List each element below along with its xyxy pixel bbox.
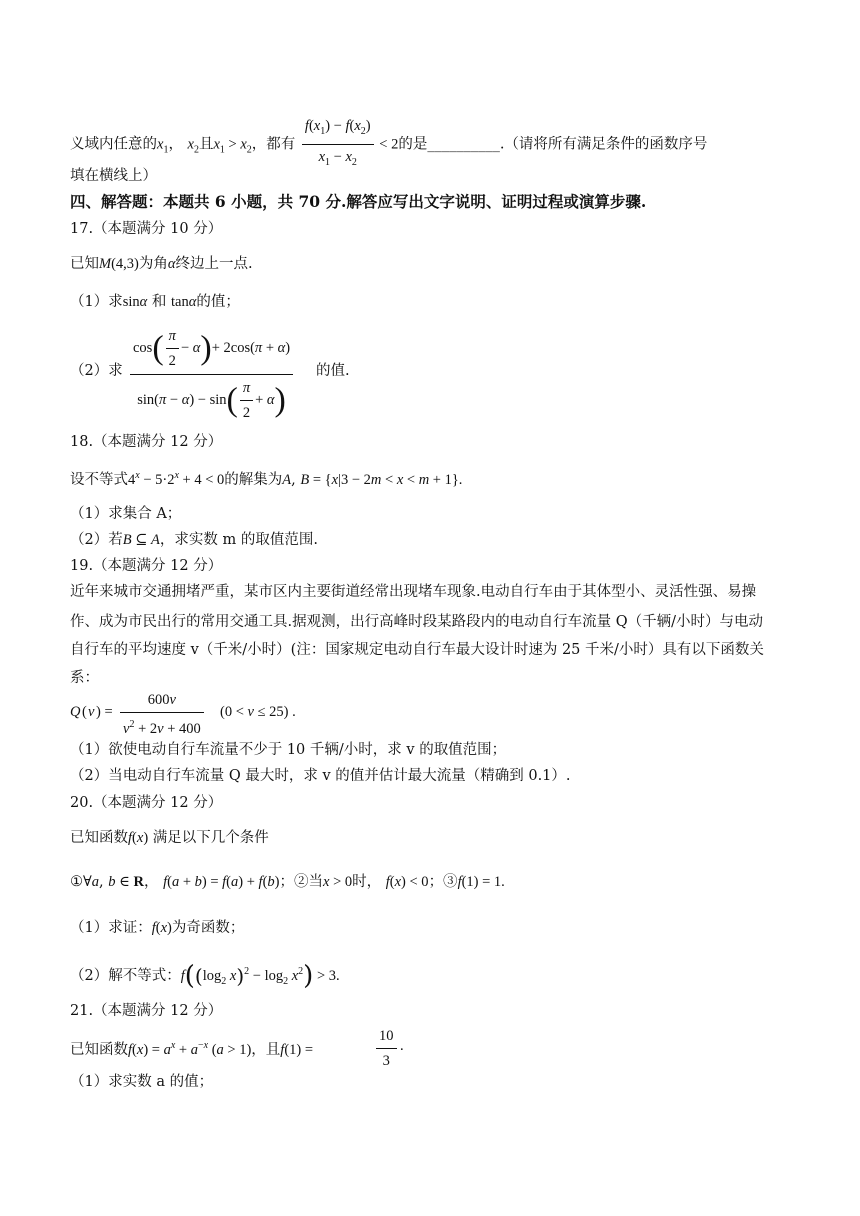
q19-part1: （1）欲使电动自行车流量不少于 10 千辆/小时，求 v 的取值范围；: [70, 742, 507, 758]
q17-part1: （1）求sinα 和 tanα的值；: [70, 294, 240, 310]
q20-stem: 已知函数f(x) 满足以下几个条件: [70, 830, 269, 846]
top-continuation-line: 义域内任意的$x_1$， $x_2$且$x_1 > x_2$，都有 $\frac{f(x_1) - f(x_2)}{x_1 - x_2}$ < 2的是__________.（请将所有满足条件的函数序号: [70, 116, 790, 173]
top-tail-line: 填在横线上）: [70, 168, 157, 184]
q17-stem: 已知M(4,3)为角α终边上一点.: [70, 256, 253, 272]
q20-conditions: ①∀a, b ∈ R， f(a + b) = f(a) + f(b)；②当x > 0时， f(x) < 0；③f(1) = 1.: [70, 874, 505, 890]
q20-head: 20.（本题满分 12 分）: [70, 795, 223, 811]
q19-line4: 系：: [70, 670, 99, 686]
q21-head: 21.（本题满分 12 分）: [70, 1003, 223, 1019]
q17-head: 17.（本题满分 10 分）: [70, 221, 223, 237]
q18-stem: 设不等式$4^x - 5\cdot 2^x + 4 < 0$的解集为A, B = {x|3 − 2m < x < m + 1}.: [70, 470, 463, 488]
q20-part1: （1）求证：f(x)为奇函数；: [70, 920, 245, 936]
difference-quotient-fraction: $\frac{f(x_1) - f(x_2)}{x_1 - x_2}$: [302, 116, 374, 173]
q17-trig-fraction: cos( $\frac{\pi}{2}$ − α)+ 2cos(π + α) sin(π − α) − sin( $\frac{\pi}{2}$ + α): [130, 326, 293, 423]
q19-line2: 作、成为市民出行的常用交通工具.据观测，出行高峰时段某路段内的电动自行车流量 Q（千辆/小时）与电动: [70, 614, 763, 630]
q17-part2: （2）求 cos( $\frac{\pi}{2}$ − α)+ 2cos(π + α) sin(π − α) − sin( $\frac{\pi}{2}$ + α) 的值.: [70, 328, 350, 421]
q21-part1: （1）求实数 a 的值；: [70, 1074, 214, 1090]
q18-part1: （1）求集合 A；: [70, 506, 182, 522]
q20-part2: （2）解不等式：$f((\log_2$ $x)^2 - \log_2 x^2) > 3$.: [70, 960, 340, 991]
q19-formula: Q ( v ) = $\frac{600v}{v^2 + 2v + 400}$ (0 < v ≤ 25) .: [70, 692, 296, 737]
q18-head: 18.（本题满分 12 分）: [70, 434, 223, 450]
section-4-heading: 四、解答题：本题共 6 小题，共 70 分.解答应写出文字说明、证明过程或演算步骤.: [70, 192, 647, 211]
q19-line1: 近年来城市交通拥堵严重，某市区内主要街道经常出现堵车现象.电动自行车由于其体型小、灵活性强、易操: [70, 584, 757, 600]
q19-line3: 自行车的平均速度 v（千米/小时）(注：国家规定电动自行车最大设计时速为 25 千米/小时）具有以下函数关: [70, 642, 764, 658]
q19-head: 19.（本题满分 12 分）: [70, 558, 223, 574]
q18-part2: （2）若B ⊆ A，求实数 m 的取值范围.: [70, 532, 318, 548]
q21-stem: 已知函数$f(x) = a^x + a^{-x}$ (a > 1)，且f(1) = $\frac{10}{3}$ .: [70, 1028, 404, 1069]
top-prefix: 义域内任意的: [70, 136, 157, 153]
q19-part2: （2）当电动自行车流量 Q 最大时，求 v 的值并估计最大流量（精确到 0.1）.: [70, 768, 571, 784]
top-tail: 的是__________.（请将所有满足条件的函数序号: [398, 136, 708, 153]
